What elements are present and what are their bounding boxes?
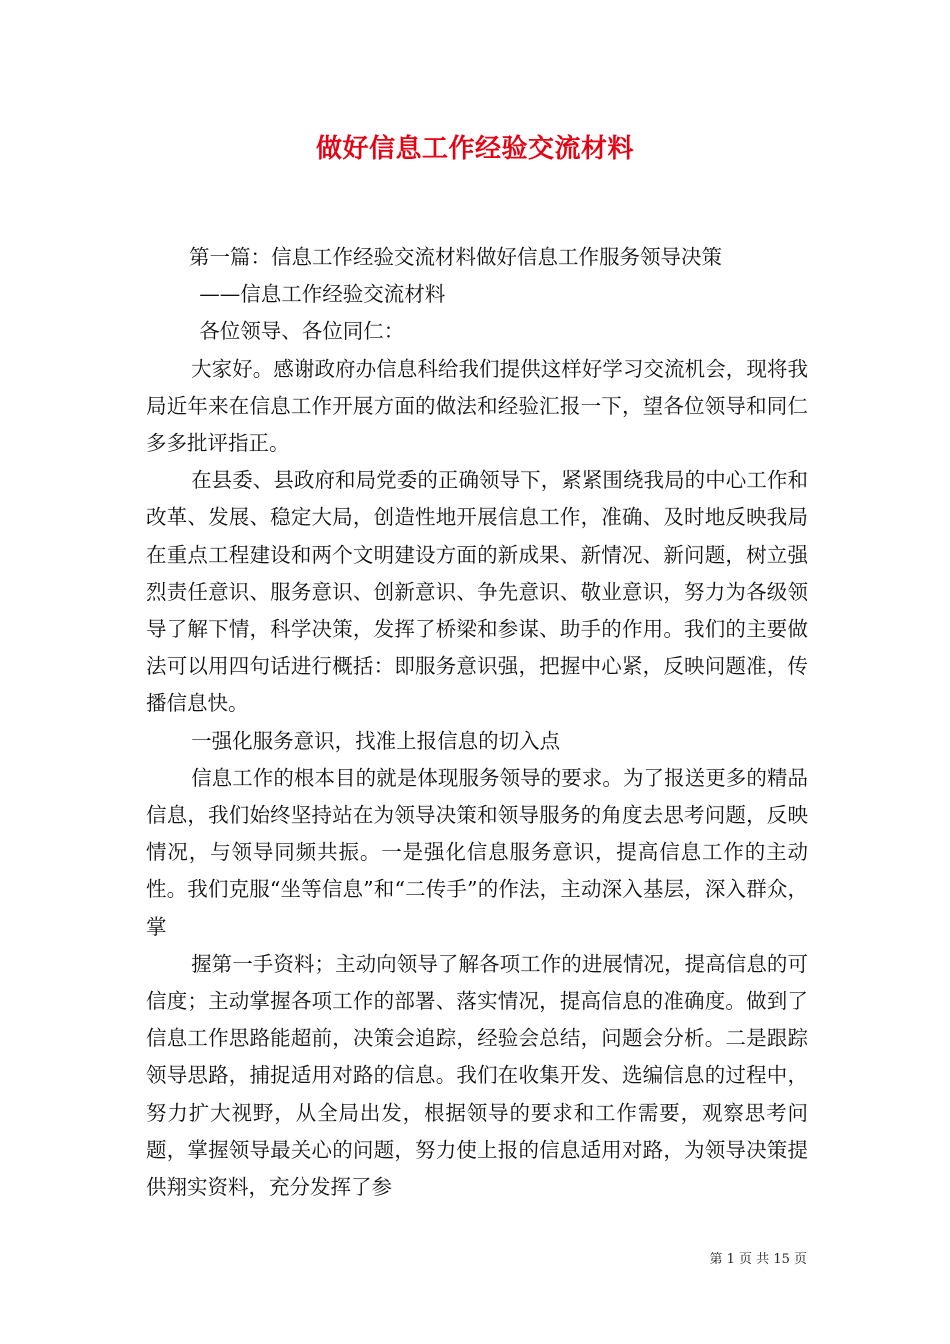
document-body (146, 239, 808, 1206)
paragraph: 一强化服务意识，找准上报信息的切入点 (191, 728, 561, 753)
section-subheading: ——信息工作经验交流材料 (199, 282, 446, 307)
paragraph: 握第一手资料；主动向领导了解各项工作的进展情况，提高信息的可信度；主动掌握各项工作的部署、落实情况，提高信息的准确度。做到了信息工作思路能超前，决策会追踪，经验会总结，问题会分析。二是跟踪领导思路，捕捉适用对路的信息。我们在收集开发、选编信息的过程中，努力扩大视野，从全局出发，根据领导的要求和工作需要，观察思考问题，掌握领导最关心的问题，努力使上报的信息适用对路，为领导决策提供翔实资料，充分发挥了参 (146, 951, 808, 1200)
paragraph: 信息工作的根本目的就是体现服务领导的要求。为了报送更多的精品信息，我们始终坚持站在为领导决策和领导服务的角度去思考问题，反映情况，与领导同频共振。一是强化信息服务意识，提高信息工作的主动性。我们克服“坐等信息”和“二传手”的作法，主动深入基层，深入群众，掌 (146, 765, 808, 939)
paragraph: 大家好。感谢政府办信息科给我们提供这样好学习交流机会，现将我局近年来在信息工作开展方面的做法和经验汇报一下，望各位领导和同仁多多批评指正。 (146, 356, 808, 456)
paragraph: 在县委、县政府和局党委的正确领导下，紧紧围绕我局的中心工作和改革、发展、稳定大局，创造性地开展信息工作，准确、及时地反映我局在重点工程建设和两个文明建设方面的新成果、新情况、新问题，树立强烈责任意识、服务意识、创新意识、争先意识、敬业意识，努力为各级领导了解下情，科学决策，发挥了桥梁和参谋、助手的作用。我们的主要做法可以用四句话进行概括：即服务意识强，把握中心紧，反映问题准，传播信息快。 (146, 468, 808, 716)
page-number: 第 1 页 共 15 页 (709, 1252, 807, 1267)
section-heading: 第一篇：信息工作经验交流材料做好信息工作服务领导决策 (189, 245, 723, 269)
document-title: 做好信息工作经验交流材料 (315, 134, 634, 164)
greeting-line: 各位领导、各位同仁： (199, 319, 405, 344)
